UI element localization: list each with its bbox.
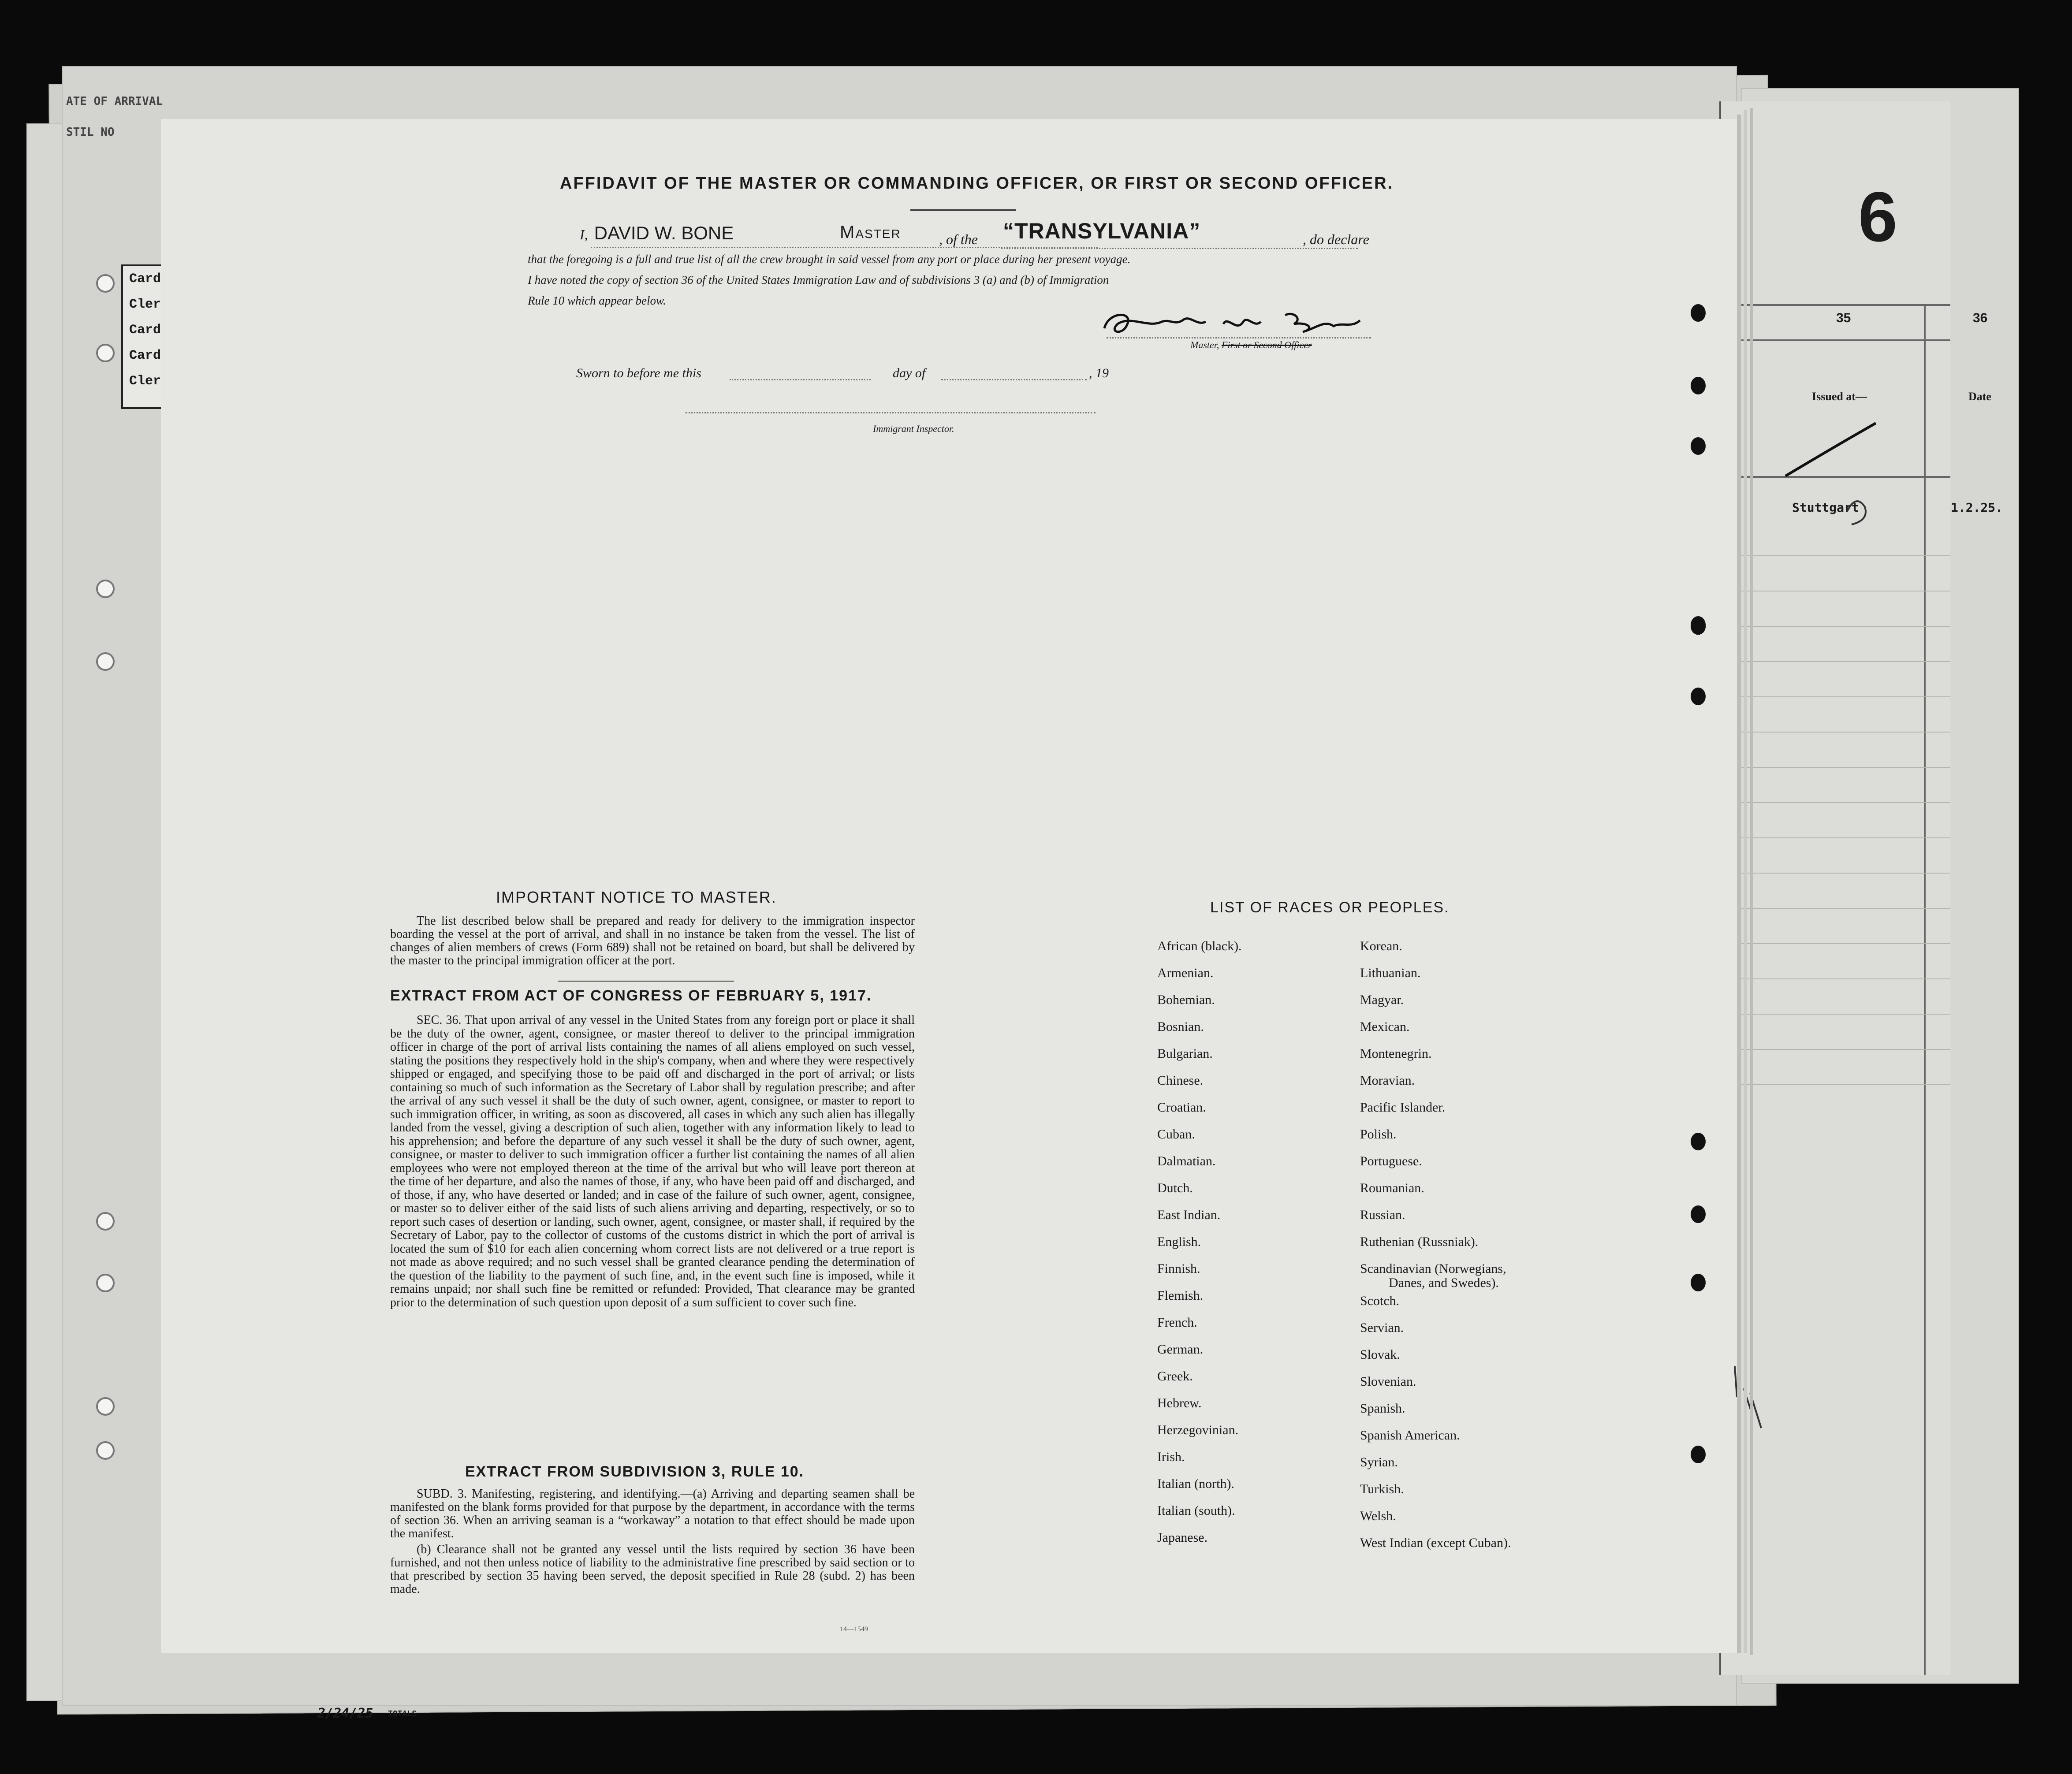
punch-hole <box>96 1212 115 1231</box>
date-label: Date <box>1968 390 1991 403</box>
punch-hole <box>96 274 115 293</box>
race-item: Korean. <box>1360 939 1402 953</box>
notice-paragraph: The list described below shall be prepared and ready for delivery to the immigration inspector boarding the vessel at the port of arrival, and shall in no instance be taken from the vessel. The list of changes of alien members of crews (Form 689) shall not be retained on board, but shall be delivered by the master to the principal immigration officer at the port. <box>390 914 915 967</box>
inspector-caption: Immigrant Inspector. <box>873 423 954 434</box>
race-item: Japanese. <box>1157 1530 1208 1545</box>
crew-ledger-sheet <box>1719 101 1950 1675</box>
race-item: Pacific Islander. <box>1360 1100 1446 1115</box>
bottom-date-stamp: 2/24/25 <box>317 1706 373 1721</box>
page-edge <box>1744 110 1747 1653</box>
card-clerk-tab: Card Cler Card Card Cler <box>121 264 182 409</box>
page-edge <box>1737 115 1741 1653</box>
binder-hole <box>1691 437 1706 455</box>
race-item: African (black). <box>1157 939 1242 953</box>
binder-hole <box>1691 377 1706 394</box>
affidavit-heading: AFFIDAVIT OF THE MASTER OR COMMANDING OFFICER, OR FIRST OR SECOND OFFICER. <box>560 174 1394 193</box>
column-36-header: 36 <box>1973 311 1988 325</box>
punch-hole <box>96 1441 115 1460</box>
race-item: Cuban. <box>1157 1127 1195 1142</box>
binder-hole <box>1691 1133 1706 1150</box>
race-item: Syrian. <box>1360 1455 1398 1469</box>
affidavit-line2: that the foregoing is a full and true list of all the crew brought in said vessel from any port or place during her present voyage. <box>528 253 1131 266</box>
extract-rule-heading: EXTRACT FROM SUBDIVISION 3, RULE 10. <box>465 1463 805 1480</box>
affidavit-page <box>161 119 1737 1653</box>
binder-hole <box>1691 1446 1706 1463</box>
caption-struck: First or Second Officer <box>1221 339 1312 350</box>
races-heading: LIST OF RACES OR PEOPLES. <box>1210 899 1450 916</box>
vessel-name: “TRANSYLVANIA” <box>1003 219 1201 243</box>
binder-hole <box>1691 1205 1706 1223</box>
sworn-month-line <box>941 379 1087 380</box>
race-item: Polish. <box>1360 1127 1397 1142</box>
page-edge <box>1750 108 1753 1655</box>
master-name: DAVID W. BONE <box>594 223 734 243</box>
race-item: Mexican. <box>1360 1019 1410 1034</box>
race-item: Bohemian. <box>1157 993 1215 1007</box>
race-item: Flemish. <box>1157 1288 1204 1303</box>
race-item: Montenegrin. <box>1360 1046 1432 1061</box>
punch-hole <box>96 652 115 671</box>
section-36-text: SEC. 36. That upon arrival of any vessel in the United States from any foreign port or place it shall be the duty of the owner, agent, consignee, or master thereof to deliver to the principal immigration officer in charge of the port of arrival lists containing the names of all aliens employed on such vessel, stating the positions they respectively hold in the ship's company, when and where they were respectively shipped or engaged, and specifying those to be paid off and discharged in the port of arrival; or lists containing so much of such information as the Secretary of Labor shall by regulation prescribe; and after the arrival of any such vessel it shall be the duty of such owner, agent, consignee, or master to report to such immigration officer, in writing, as soon as discovered, all cases in which any such alien has illegally landed from the vessel, giving a description of such alien, together with any information likely to lead to his apprehension; and before the departure of any such vessel it shall be the duty of such owner, agent, consignee, or master to deliver to such immigration officer a further list containing the names of all alien employees who were not employed thereon at the time of the arrival but who will leave port thereon at the time of her departure, and also the names of those, if any, who have been paid off and discharged, and of those, if any, who have deserted or landed; and in case of the failure of such owner, agent, consignee, or master so to deliver either of the said lists of such aliens arriving and departing, respectively, or so to report such cases of desertion or landing, such owner, agent, consignee, or master shall, if required by the Secretary of Labor, pay to the collector of customs of the customs district in which the port of arrival is located the sum of $10 for each alien concerning whom correct lists are not delivered or a true report is not made as above required; and no such vessel shall be granted clearance pending the determination of the question of the liability to the payment of such fine, and, in the event such fine is imposed, while it remains unpaid; nor shall such fine be remitted or refunded: Provided, That clearance may be granted prior to the determination of such question upon deposit of a sum sufficient to cover such fine. <box>390 1013 915 1309</box>
binder-hole <box>1691 617 1706 635</box>
race-item: Moravian. <box>1360 1073 1415 1088</box>
vessel-line <box>1001 248 1358 249</box>
race-item: Bulgarian. <box>1157 1046 1213 1061</box>
column-35-header: 35 <box>1836 311 1851 325</box>
notice-heading: IMPORTANT NOTICE TO MASTER. <box>496 888 777 906</box>
arrival-stamp: ATE OF ARRIVAL <box>66 95 163 108</box>
race-item: East Indian. <box>1157 1208 1221 1222</box>
do-declare-text: , do declare <box>1303 231 1369 247</box>
race-item: Italian (north). <box>1157 1476 1234 1491</box>
race-item: Slovak. <box>1360 1347 1400 1362</box>
stil-stamp: STIL NO <box>66 126 115 139</box>
subdivision-3-text: SUBD. 3. Manifesting, registering, and identifying.—(a) Arriving and departing seamen shall be manifested on the blank forms provided for that purpose by the department, in accordance with the terms of section 36. When an arriving seaman is a “workaway” a notation to that effect should be made upon the manifest. (b) Clearance shall not be granted any vessel until the lists required by section 36 have been furnished, and not then unless notice of liability to the administrative fine prescribed by said section or to that prescribed by section 35 having been served, the deposit specified in Rule 28 (subd. 2) has been made. <box>390 1487 915 1596</box>
race-item: Welsh. <box>1360 1509 1396 1523</box>
race-item: Scotch. <box>1360 1294 1400 1308</box>
race-item: Spanish. <box>1360 1401 1405 1416</box>
day-of-text: day of <box>893 366 926 380</box>
race-item: Scandinavian (Norwegians, <box>1360 1261 1506 1276</box>
of-the-text: , of the <box>939 231 978 247</box>
rank-handwritten: Master <box>840 223 901 242</box>
race-item: Hebrew. <box>1157 1396 1202 1410</box>
sworn-text: Sworn to before me this <box>576 366 701 380</box>
race-item: Irish. <box>1157 1450 1185 1464</box>
binder-hole <box>1691 688 1706 705</box>
race-item: Magyar. <box>1360 993 1404 1007</box>
race-item: Bosnian. <box>1157 1019 1204 1034</box>
issued-at-label: Issued at— <box>1812 390 1867 403</box>
ledger-check-mark <box>1781 419 1882 529</box>
punch-hole <box>96 1397 115 1416</box>
issued-at-value: Stuttgart <box>1792 500 1859 515</box>
affidavit-line4: Rule 10 which appear below. <box>528 294 666 307</box>
race-item: Armenian. <box>1157 966 1214 980</box>
race-item: Slovenian. <box>1360 1374 1416 1389</box>
punch-hole <box>96 344 115 362</box>
race-item: Russian. <box>1360 1208 1405 1222</box>
heading-rule <box>910 209 1016 211</box>
race-item: German. <box>1157 1342 1204 1357</box>
sworn-day-line <box>730 379 871 380</box>
form-number: 14—1549 <box>840 1625 868 1633</box>
race-item: Herzegovinian. <box>1157 1423 1239 1437</box>
race-item: Spanish American. <box>1360 1428 1460 1443</box>
race-item: Dalmatian. <box>1157 1154 1216 1168</box>
signature-line <box>1107 337 1371 338</box>
inspector-line <box>686 412 1096 413</box>
punch-hole <box>96 1274 115 1292</box>
caption-master: Master, <box>1190 339 1219 350</box>
race-item: Lithuanian. <box>1360 966 1421 980</box>
notice-rule <box>558 981 734 982</box>
extract-act-heading: EXTRACT FROM ACT OF CONGRESS OF FEBRUARY 5, 1917. <box>390 987 872 1004</box>
race-item: Greek. <box>1157 1369 1193 1383</box>
race-item: French. <box>1157 1315 1197 1330</box>
race-item: Chinese. <box>1157 1073 1204 1088</box>
binder-hole <box>1691 1274 1706 1291</box>
race-item: West Indian (except Cuban). <box>1360 1536 1511 1550</box>
race-item: Portuguese. <box>1360 1154 1422 1168</box>
race-item: Italian (south). <box>1157 1503 1235 1518</box>
race-item: Servian. <box>1360 1320 1404 1335</box>
race-item: Danes, and Swedes). <box>1389 1276 1499 1290</box>
race-item: Turkish. <box>1360 1482 1404 1496</box>
signature-caption <box>1190 339 1312 351</box>
year-text: , 19 <box>1089 366 1109 380</box>
i-prefix: I, <box>580 227 588 242</box>
race-item: Dutch. <box>1157 1181 1193 1195</box>
race-item: Croatian. <box>1157 1100 1206 1115</box>
race-item: English. <box>1157 1235 1201 1249</box>
bottom-totals-label: TOTALS <box>388 1709 417 1718</box>
binder-hole <box>1691 304 1706 322</box>
race-item: Roumanian. <box>1360 1181 1424 1195</box>
sheet-number: 6 <box>1858 177 1897 256</box>
race-item: Finnish. <box>1157 1261 1200 1276</box>
punch-hole <box>96 580 115 598</box>
race-item: Ruthenian (Russniak). <box>1360 1235 1479 1249</box>
affidavit-line3: I have noted the copy of section 36 of the United States Immigration Law and of subdivisions 3 (a) and (b) of Immigration <box>528 273 1109 286</box>
date-value: 1.2.25. <box>1951 500 2003 515</box>
